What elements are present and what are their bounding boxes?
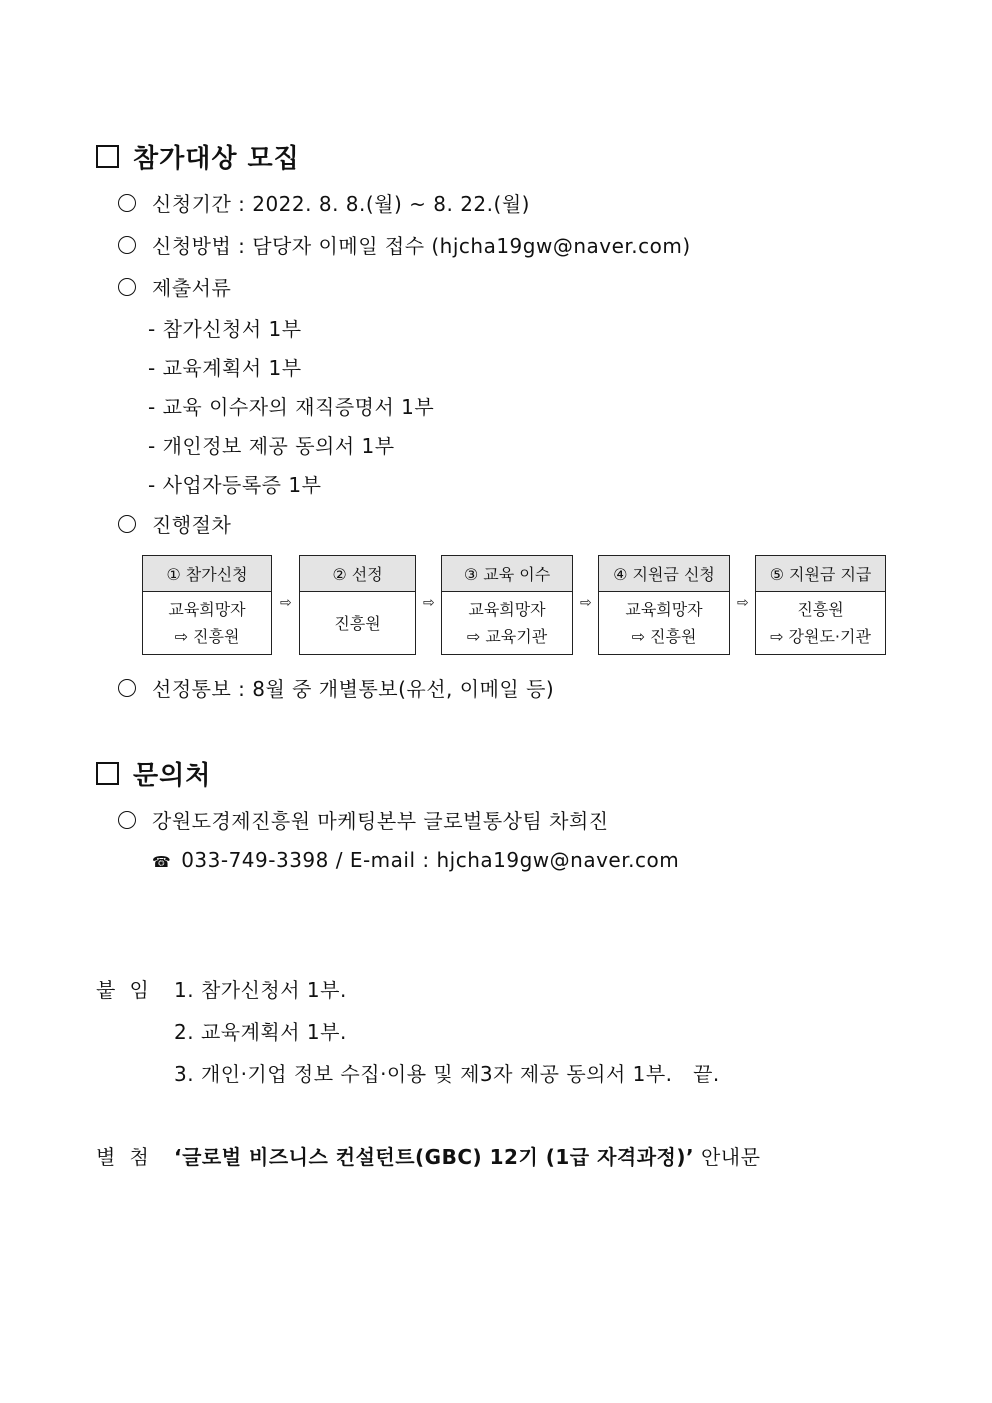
section-title: 문의처 (133, 761, 212, 791)
arrow-right-icon: ⇨ (423, 595, 435, 611)
document-item: - 교육계획서 1부 (148, 356, 302, 380)
step-line: 진흥원 (797, 600, 844, 619)
period-text: 신청기간 : 2022. 8. 8.(월) ~ 8. 22.(월) (152, 192, 530, 216)
contact-text: 강원도경제진흥원 마케팅본부 글로벌통상팀 차희진 (152, 809, 609, 833)
process-step-5 (755, 555, 886, 655)
section-heading-recruitment (96, 138, 300, 175)
process-step-2 (299, 555, 416, 655)
appendix-title: ‘글로벌 비즈니스 컨설턴트(GBC) 12기 (1급 자격과정)’ (174, 1145, 695, 1169)
contact-person (118, 805, 609, 834)
process-step-3 (441, 555, 573, 655)
square-bullet-icon (96, 762, 119, 785)
step-header: ④ 지원금 신청 (599, 556, 729, 592)
step-header: ① 참가신청 (143, 556, 271, 592)
step-header: ② 선정 (300, 556, 415, 592)
arrow-right-icon: ⇨ (737, 595, 749, 611)
contact-phone-email (152, 848, 679, 872)
appendix-line (174, 1141, 760, 1170)
phone-text: 033-749-3398 / E-mail : hjcha19gw@naver.com (181, 848, 680, 872)
arrow-right-icon: ⇨ (280, 595, 292, 611)
step-line: 교육희망자 (468, 600, 546, 619)
step-line: 교육희망자 (168, 600, 246, 619)
circle-bullet-icon (118, 515, 136, 533)
section-heading-contact (96, 755, 211, 792)
attachments-label: 붙 임 (96, 978, 150, 1002)
circle-bullet-icon (118, 811, 136, 829)
documents-label: 제출서류 (152, 276, 232, 300)
section-title: 참가대상 모집 (133, 144, 300, 174)
step-header: ③ 교육 이수 (442, 556, 572, 592)
process-step-1 (142, 555, 272, 655)
step-line: 진흥원 (334, 613, 381, 633)
square-bullet-icon (96, 145, 119, 168)
documents-heading (118, 272, 231, 301)
attachment-item: 2. 교육계획서 1부. (174, 1020, 347, 1044)
document-item: - 개인정보 제공 동의서 1부 (148, 434, 395, 458)
document-item: - 교육 이수자의 재직증명서 1부 (148, 395, 435, 419)
circle-bullet-icon (118, 679, 136, 697)
attachment-item: 1. 참가신청서 1부. (174, 978, 347, 1002)
step-line: ⇨ 강원도·기관 (770, 627, 871, 646)
step-line: 교육희망자 (625, 600, 703, 619)
document-item: - 사업자등록증 1부 (148, 473, 322, 497)
application-method (118, 230, 691, 259)
phone-icon: ☎ (152, 853, 172, 871)
notice-text: 선정통보 : 8월 중 개별통보(유선, 이메일 등) (152, 677, 555, 701)
step-line: ⇨ 진흥원 (174, 627, 240, 646)
step-line: ⇨ 진흥원 (631, 627, 697, 646)
appendix-label: 별 첨 (96, 1145, 150, 1169)
attachment-item: 3. 개인·기업 정보 수집·이용 및 제3자 제공 동의서 1부. 끝. (174, 1062, 720, 1086)
application-period (118, 188, 530, 217)
step-header: ⑤ 지원금 지급 (756, 556, 885, 592)
circle-bullet-icon (118, 236, 136, 254)
process-heading (118, 509, 231, 538)
selection-notice (118, 673, 554, 702)
method-text: 신청방법 : 담당자 이메일 접수 (hjcha19gw@naver.com) (152, 234, 691, 258)
arrow-right-icon: ⇨ (580, 595, 592, 611)
step-line: ⇨ 교육기관 (466, 627, 548, 646)
circle-bullet-icon (118, 278, 136, 296)
process-step-4 (598, 555, 730, 655)
document-item: - 참가신청서 1부 (148, 317, 302, 341)
process-label: 진행절차 (152, 513, 232, 537)
circle-bullet-icon (118, 194, 136, 212)
appendix-suffix: 안내문 (700, 1145, 761, 1169)
